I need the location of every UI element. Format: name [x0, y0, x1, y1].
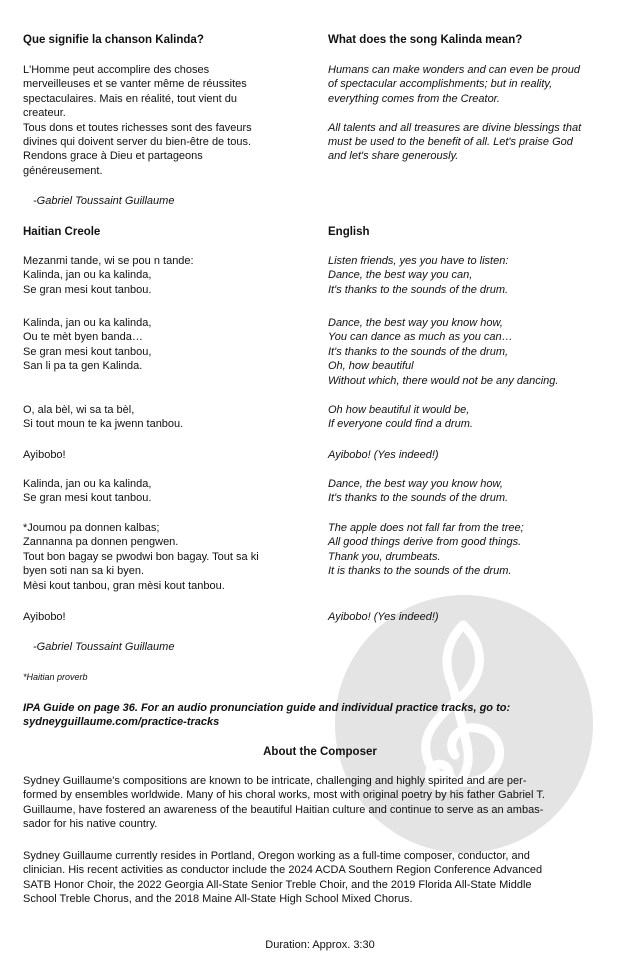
- text-line: clinician. His recent activities as conductor include the 2024 ACDA Southern Region Conference Advanced: [23, 864, 543, 877]
- lyric-line: You can dance as much as you can…: [328, 331, 513, 344]
- english-heading: What does the song Kalinda mean?: [328, 34, 523, 46]
- french-meaning-text: [23, 63, 252, 178]
- french-heading: Que signifie la chanson Kalinda?: [23, 34, 204, 46]
- english-stanza: [328, 403, 473, 432]
- meaning-attribution: -Gabriel Toussaint Guillaume: [33, 195, 175, 207]
- text-line: All talents and all treasures are divine blessings that: [328, 121, 582, 134]
- text-line: must be used to the benefit of all. Let's praise God: [328, 135, 573, 148]
- english-stanza: [328, 448, 439, 462]
- lyric-line: Tout bon bagay se pwodwi bon bagay. Tout sa ki: [23, 550, 259, 563]
- lyric-line: Without which, there would not be any dancing.: [328, 374, 559, 387]
- composer-paragraph: [23, 849, 542, 907]
- lyric-line: Thank you, drumbeats.: [328, 550, 441, 563]
- english-stanza: [328, 254, 508, 297]
- lyric-line: Dance, the best way you can,: [328, 269, 473, 282]
- text-line: Sydney Guillaume currently resides in Portland, Oregon working as a full-time composer, conductor, and: [23, 850, 530, 862]
- lyric-line: Oh, how beautiful: [328, 360, 414, 373]
- lyric-line: All good things derive from good things.: [328, 536, 522, 549]
- text-line: School Treble Chorus, and the 2018 Maine All-State High School Mixed Chorus.: [23, 893, 413, 906]
- lyric-line: Se gran mesi kout tanbou,: [23, 345, 152, 358]
- text-line: divines qui doivent server du bien-être de tous.: [23, 135, 252, 148]
- creole-stanza: [23, 448, 66, 462]
- creole-stanza: [23, 477, 151, 506]
- creole-stanza: [23, 254, 194, 297]
- ipa-guide-note: [23, 701, 510, 730]
- proverb-footnote: *Haitian proverb: [23, 672, 88, 682]
- text-line: [328, 106, 581, 120]
- lyric-line: Kalinda, jan ou ka kalinda,: [23, 478, 152, 490]
- lyric-line: Se gran mesi kout tanbou.: [23, 492, 152, 505]
- lyric-line: Se gran mesi kout tanbou.: [23, 283, 152, 296]
- creole-stanza: [23, 403, 183, 432]
- lyric-line: Ayibobo!: [23, 449, 66, 461]
- text-line: Sydney Guillaume's compositions are known to be intricate, challenging and highly spirited and are per-: [23, 775, 527, 787]
- lyric-line: Listen friends, yes you have to listen:: [328, 255, 509, 267]
- english-stanza: [328, 610, 439, 624]
- creole-heading: Haitian Creole: [23, 226, 101, 238]
- text-line: createur.: [23, 107, 66, 120]
- lyric-line: Dance, the best way you know how,: [328, 317, 503, 329]
- lyric-line: Zannanna pa donnen pengwen.: [23, 536, 179, 549]
- text-line: sador for his native country.: [23, 818, 158, 831]
- lyric-line: Dance, the best way you know how,: [328, 478, 503, 490]
- creole-stanza: [23, 521, 259, 593]
- lyric-line: It is thanks to the sounds of the drum.: [328, 565, 512, 578]
- english-meaning-text: [328, 63, 581, 164]
- lyric-line: O, ala bèl, wi sa ta bèl,: [23, 404, 135, 416]
- creole-stanza: [23, 610, 66, 624]
- creole-stanza: [23, 316, 151, 374]
- lyric-line: Mèsi kout tanbou, gran mèsi kout tanbou.: [23, 579, 225, 592]
- text-line: Humans can make wonders and can even be proud: [328, 64, 580, 76]
- duration: Duration: Approx. 3:30: [265, 939, 375, 951]
- text-line: Rendons grace à Dieu et partageons: [23, 150, 203, 163]
- lyric-line: Kalinda, jan ou ka kalinda,: [23, 269, 152, 282]
- text-line: généreusement.: [23, 164, 103, 177]
- lyric-line: Ou te mèt byen banda…: [23, 331, 143, 344]
- lyric-line: It's thanks to the sounds of the drum.: [328, 492, 509, 505]
- text-line: of spectacular accomplishments; but in reality,: [328, 78, 553, 91]
- lyric-line: It's thanks to the sounds of the drum,: [328, 345, 509, 358]
- english-stanza: [328, 477, 508, 506]
- lyric-line: Ayibobo! (Yes indeed!): [328, 611, 439, 623]
- lyric-line: Kalinda, jan ou ka kalinda,: [23, 317, 152, 329]
- lyric-line: Ayibobo! (Yes indeed!): [328, 449, 439, 461]
- text-line: Tous dons et toutes richesses sont des faveurs: [23, 121, 252, 134]
- text-line: formed by ensembles worldwide. Many of his choral works, most with original poetry by his father Gabriel T.: [23, 789, 545, 802]
- lyric-line: Oh how beautiful it would be,: [328, 404, 470, 416]
- lyric-line: It's thanks to the sounds of the drum.: [328, 283, 509, 296]
- english-stanza: [328, 521, 524, 579]
- lyric-line: Mezanmi tande, wi se pou n tande:: [23, 255, 194, 267]
- lyric-line: San li pa ta gen Kalinda.: [23, 360, 143, 373]
- lyrics-attribution: -Gabriel Toussaint Guillaume: [33, 641, 175, 653]
- text-line: spectaculaires. Mais en réalité, tout vient du: [23, 92, 238, 105]
- lyric-line: Ayibobo!: [23, 611, 66, 623]
- composer-paragraph: [23, 774, 545, 832]
- text-line: Guillaume, have fostered an awareness of the beautiful Haitian culture and continue to serve as an ambas-: [23, 803, 544, 816]
- text-line: and let's share generously.: [328, 150, 459, 163]
- text-line: SATB Honor Choir, the 2022 Georgia All-State Senior Treble Choir, and the 2019 Florida All-State Middle: [23, 878, 532, 891]
- english-lyrics-heading: English: [328, 226, 370, 238]
- ipa-note-line: IPA Guide on page 36. For an audio pronunciation guide and individual practice tracks, go to:: [23, 702, 511, 714]
- text-line: L'Homme peut accomplire des choses: [23, 64, 210, 76]
- lyric-line: Si tout moun te ka jwenn tanbou.: [23, 418, 184, 431]
- english-stanza: [328, 316, 558, 388]
- lyric-line: The apple does not fall far from the tree;: [328, 522, 524, 534]
- composer-heading: About the Composer: [263, 746, 377, 758]
- lyric-line: byen soti nan sa ki byen.: [23, 565, 145, 578]
- text-line: merveilleuses et se vanter même de réussites: [23, 78, 247, 91]
- lyric-line: If everyone could find a drum.: [328, 418, 473, 431]
- lyric-line: *Joumou pa donnen kalbas;: [23, 522, 160, 534]
- text-line: everything comes from the Creator.: [328, 92, 500, 105]
- practice-tracks-link[interactable]: sydneyguillaume.com/practice-tracks: [23, 716, 220, 729]
